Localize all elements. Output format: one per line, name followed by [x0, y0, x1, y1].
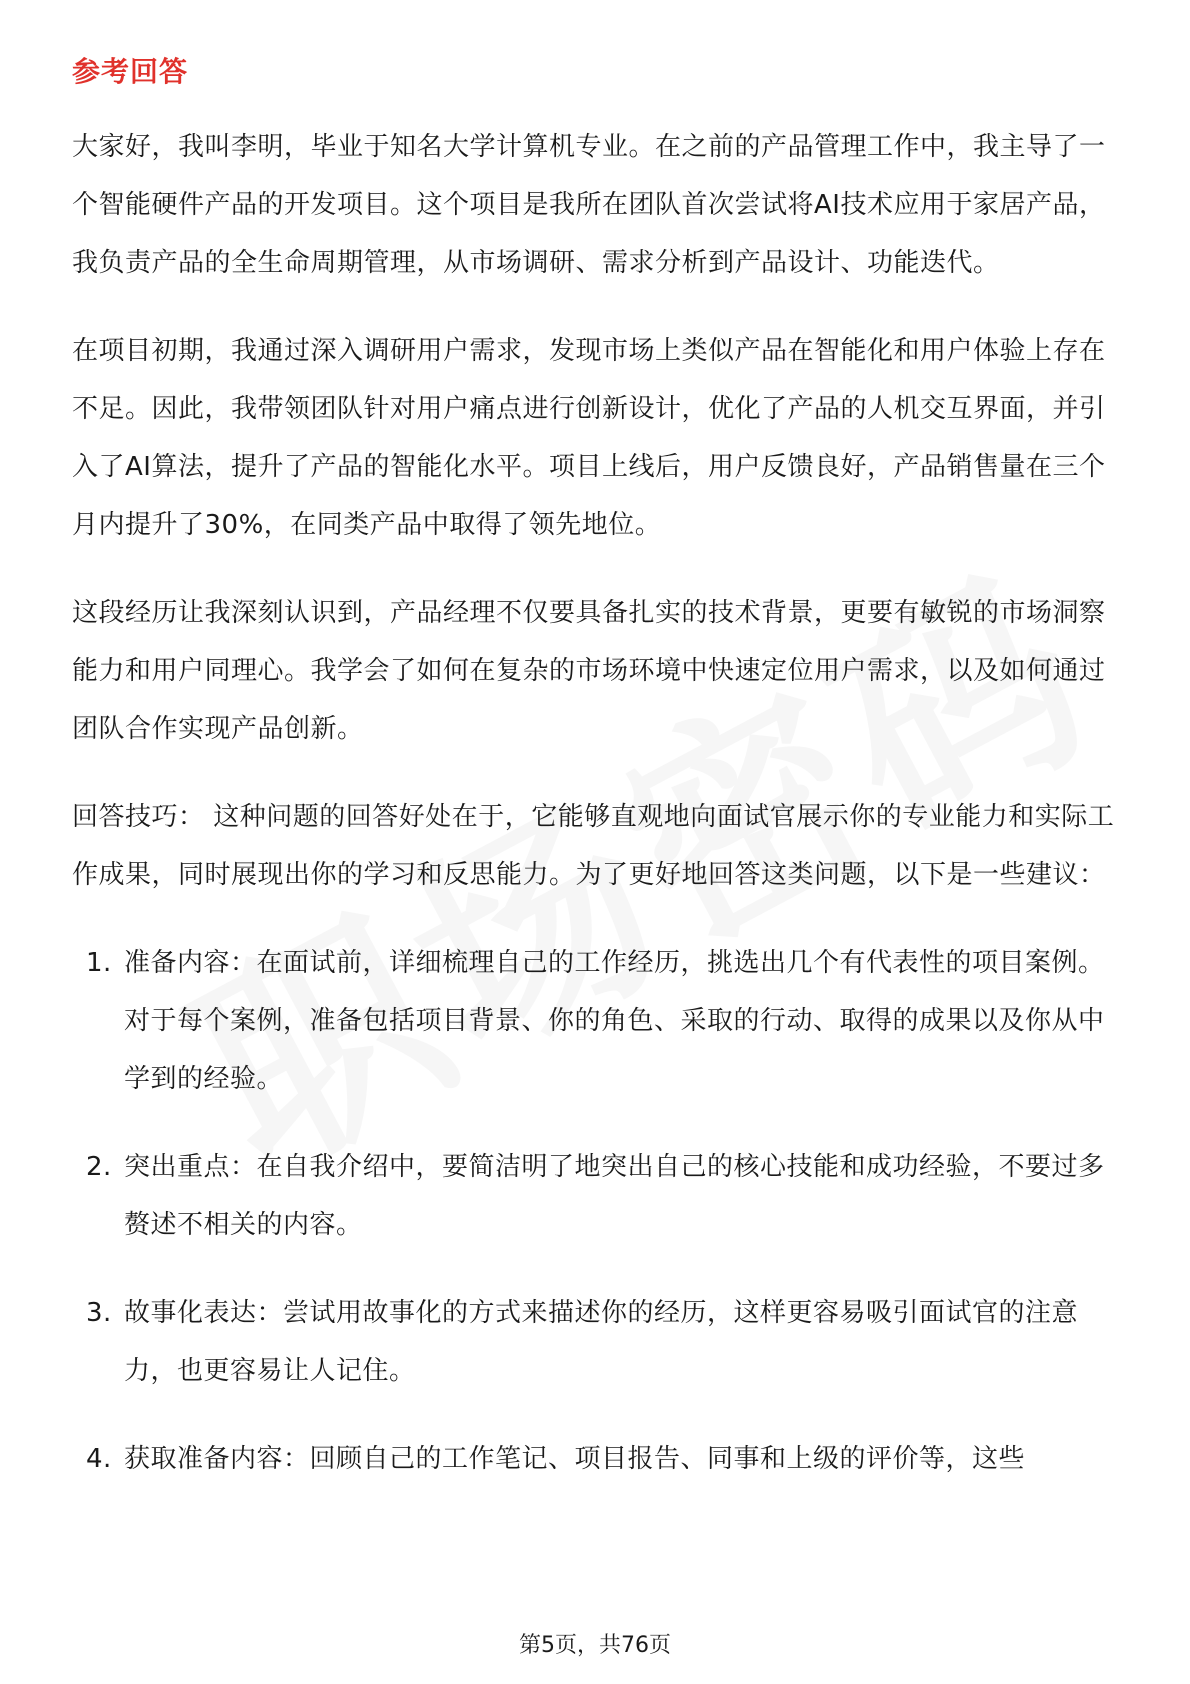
- list-item: [72, 1284, 1122, 1400]
- list-item: [72, 1430, 1122, 1488]
- paragraph-tips: 回答技巧： 这种问题的回答好处在于，它能够直观地向面试官展示你的专业能力和实际工作成果，同时展现出你的学习和反思能力。为了更好地回答这类问题，以下是一些建议：: [72, 802, 1115, 890]
- list-number: 2.: [86, 1152, 112, 1182]
- paragraph-intro: 大家好，我叫李明，毕业于知名大学计算机专业。在之前的产品管理工作中，我主导了一个智能硬件产品的开发项目。这个项目是我所在团队首次尝试将AI技术应用于家居产品，我负责产品的全生命周期管理，从市场调研、需求分析到产品设计、功能迭代。: [72, 132, 1106, 278]
- page-footer: 第5页，共76页: [519, 1633, 671, 1658]
- section-title: 参考回答: [72, 55, 189, 88]
- document-body: [72, 118, 1122, 1518]
- list-text: 准备内容：在面试前，详细梳理自己的工作经历，挑选出几个有代表性的项目案例。对于每个案例，准备包括项目背景、你的角色、采取的行动、取得的成果以及你从中学到的经验。: [124, 948, 1105, 1094]
- advice-list: [72, 934, 1122, 1488]
- list-number: 4.: [86, 1444, 112, 1474]
- list-text: 突出重点：在自我介绍中，要简洁明了地突出自己的核心技能和成功经验，不要过多赘述不相关的内容。: [124, 1152, 1105, 1240]
- list-number: 3.: [86, 1298, 112, 1328]
- list-number: 1.: [86, 948, 112, 978]
- paragraph-reflection: 这段经历让我深刻认识到，产品经理不仅要具备扎实的技术背景，更要有敏锐的市场洞察能力和用户同理心。我学会了如何在复杂的市场环境中快速定位用户需求，以及如何通过团队合作实现产品创新。: [72, 598, 1106, 744]
- paragraph-project: 在项目初期，我通过深入调研用户需求，发现市场上类似产品在智能化和用户体验上存在不足。因此，我带领团队针对用户痛点进行创新设计，优化了产品的人机交互界面，并引入了AI算法，提升了产品的智能化水平。项目上线后，用户反馈良好，产品销售量在三个月内提升了30%，在同类产品中取得了领先地位。: [72, 336, 1106, 540]
- list-item: [72, 1138, 1122, 1254]
- list-text: 获取准备内容：回顾自己的工作笔记、项目报告、同事和上级的评价等，这些: [124, 1444, 1026, 1474]
- list-item: [72, 934, 1122, 1108]
- list-text: 故事化表达：尝试用故事化的方式来描述你的经历，这样更容易吸引面试官的注意力，也更容易让人记住。: [124, 1298, 1079, 1386]
